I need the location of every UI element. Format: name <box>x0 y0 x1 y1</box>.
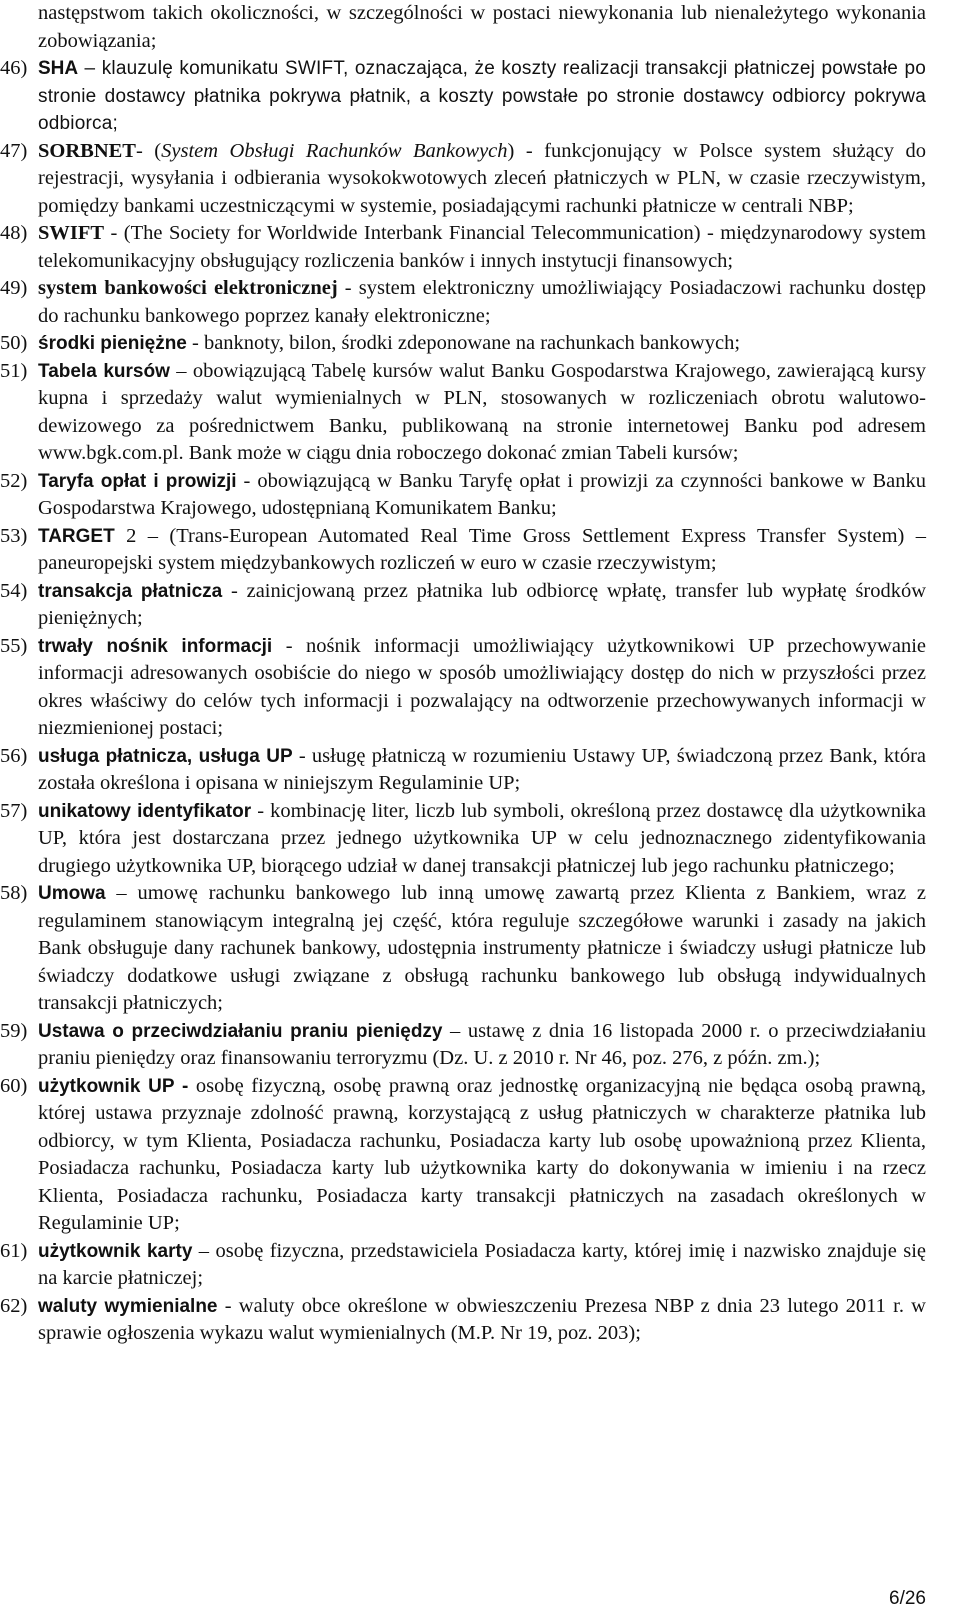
defined-term: transakcja płatnicza <box>38 580 223 602</box>
defined-term: Ustawa o przeciwdziałaniu praniu pieniędzy <box>38 1020 443 1042</box>
definition-item-51 <box>0 358 926 468</box>
definition-text: - waluty obce określone w obwieszczeniu Prezesa NBP z dnia 23 lutego 2011 r. w sprawie ogłoszenia wykazu walut wymienialnych (M.P. Nr 19, poz. 203); <box>38 1294 926 1344</box>
definition-text: 2 – (Trans-European Automated Real Time Gross Settlement Express Transfer System) – paneuropejski system międzybankowych rozliczeń w euro w czasie rzeczywistym; <box>38 524 926 574</box>
definition-text: - banknoty, bilon, środki zdeponowane na rachunkach bankowych; <box>186 332 741 354</box>
definition-text: - nośnik informacji umożliwiający użytkownikowi UP przechowywanie informacji adresowanych osobiście do niego w sposób umożliwiający dostęp do nich w przyszłości przez okres właściwy do celów tych informacji i pozwalający na odtworzenie przechowywanych informacji w niezmienionej postaci; <box>38 634 926 739</box>
item-number: 54) <box>0 579 28 602</box>
item-number: 47) <box>0 139 28 162</box>
definition-italic-text: System Obsługi Rachunków Bankowych <box>161 139 508 162</box>
definition-text: – osobę fizyczna, przedstawiciela Posiadacza karty, której imię i nazwisko znajduje się na karcie płatniczej; <box>38 1239 926 1289</box>
definition-item-62 <box>0 1293 926 1348</box>
definition-text: - obowiązującą w Banku Taryfę opłat i prowizji za czynności bankowe w Banku Gospodarstwa Krajowego, udostępnianą Komunikatem Banku; <box>38 469 926 519</box>
defined-term: Tabela kursów <box>38 360 170 382</box>
item-number: 58) <box>0 882 28 904</box>
definition-text: - kombinację liter, liczb lub symboli, określoną przez dostawcę dla użytkownika UP, która jest dostarczana przez jednego użytkownika UP w celu jednoznacznego zidentyfikowania drugiego użytkownika UP, biorącego udział w danej transakcji płatniczej lub jego rachunku płatniczego; <box>38 799 926 877</box>
definition-text: - system elektroniczny umożliwiający Posiadaczowi rachunku dostęp do rachunku bankowego poprzez kanały elektroniczne; <box>38 277 926 327</box>
defined-term: środki pieniężne <box>38 333 187 354</box>
item-number: 60) <box>0 1074 28 1097</box>
definition-item-58 <box>0 880 926 1018</box>
defined-term: SHA <box>38 58 79 79</box>
item-number: 51) <box>0 359 28 382</box>
item-number: 62) <box>0 1294 28 1317</box>
defined-term: TARGET <box>38 525 115 547</box>
defined-term: usługa płatnicza, usługa UP <box>38 745 293 767</box>
definition-item-56 <box>0 743 926 798</box>
definition-text: - usługę płatniczą w rozumieniu Ustawy UP, świadczoną przez Bank, która została określona i opisana w niniejszym Regulaminie UP; <box>38 744 926 794</box>
defined-term: trwały nośnik informacji <box>38 635 273 657</box>
defined-term: system bankowości elektronicznej <box>38 277 338 299</box>
definition-item-61 <box>0 1238 926 1293</box>
definition-item-60 <box>0 1073 926 1238</box>
defined-term: użytkownik UP - <box>38 1075 189 1097</box>
definition-item-59 <box>0 1018 926 1073</box>
continuation-text: następstwom takich okoliczności, w szczególności w postaci niewykonania lub nienależytego wykonania zobowiązania; <box>38 2 926 52</box>
definition-text: – umowę rachunku bankowego lub inną umowę zawartą przez Klienta z Bankiem, wraz z regulaminem stanowiącym integralną jej część, która reguluje szczegółowe warunki i zasady na jakich Bank obsługuje dany rachunek bankowy, udostępnia instrumenty płatnicze i świadczy usługi płatnicze lub świadczy dodatkowe usługi związane z obsługą rachunku bankowego lub obsługą indywidualnych transakcji płatniczych; <box>38 882 926 1014</box>
page-number: 6/26 <box>889 1587 926 1609</box>
definition-text: ) - funkcjonujący w Polsce system służący do rejestracji, wysyłania i odbierania wysokokwotowych zleceń płatniczych w PLN, w czasie rzeczywistym, pomiędzy bankami uczestniczącymi w systemie, posiadającymi rachunki płatnicze w centrali NBP; <box>38 139 927 217</box>
defined-term: Taryfa opłat i prowizji <box>38 470 237 492</box>
item-number: 52) <box>0 469 28 492</box>
definition-item-46 <box>0 55 926 138</box>
defined-term: waluty wymienialne <box>38 1295 218 1317</box>
definition-text: – ustawę z dnia 16 listopada 2000 r. o przeciwdziałaniu praniu pieniędzy oraz finansowaniu terroryzmu (Dz. U. z 2010 r. Nr 46, poz. 276, z późn. zm.); <box>38 1019 926 1069</box>
definition-item-52 <box>0 468 926 523</box>
item-number: 59) <box>0 1019 28 1042</box>
defined-term: unikatowy identyfikator <box>38 800 252 822</box>
definition-text-prefix: - ( <box>135 139 162 162</box>
definition-text: - (The Society for Worldwide Interbank Financial Telecommunication) - międzynarodowy system telekomunikacyjny obsługujący rozliczenia banków i innych instytucji finansowych; <box>38 222 926 272</box>
item-number: 48) <box>0 222 28 244</box>
item-number: 46) <box>0 57 28 79</box>
definition-item-57 <box>0 798 926 881</box>
item-number: 56) <box>0 744 28 767</box>
item-number: 53) <box>0 524 28 547</box>
item-number: 57) <box>0 799 28 822</box>
definition-text: – obowiązującą Tabelę kursów walut Banku Gospodarstwa Krajowego, zawierającą kursy kupna i sprzedaży walut wymienialnych w PLN, stosowanych w rozliczeniach obrotu walutowo-dewizowego za pośrednictwem Banku, publikowaną na stronie internetowej Banku pod adresem www.bgk.com.pl. Bank może w ciągu dnia roboczego dokonać zmian Tabeli kursów; <box>38 359 926 464</box>
item-number: 50) <box>0 332 28 354</box>
item-number: 61) <box>0 1239 28 1262</box>
definition-item-47 <box>0 138 926 221</box>
definition-text: - zainicjowaną przez płatnika lub odbiorcę wpłatę, transfer lub wypłatę środków pieniężnych; <box>38 579 926 629</box>
item-number: 49) <box>0 277 28 299</box>
definition-item-49 <box>0 275 926 330</box>
definition-item-53 <box>0 523 926 578</box>
definition-item-48 <box>0 220 926 275</box>
defined-term: Umowa <box>38 883 106 904</box>
item-number: 55) <box>0 634 28 657</box>
defined-term: SWIFT <box>38 222 105 244</box>
defined-term: SORBNET <box>38 139 136 162</box>
definition-item-54 <box>0 578 926 633</box>
defined-term: użytkownik karty <box>38 1240 193 1262</box>
definition-text: – klauzulę komunikatu SWIFT, oznaczająca, że koszty realizacji transakcji płatniczej powstałe po stronie dostawcy płatnika pokrywa płatnik, a koszty powstałe po stronie dostawcy odbiorcy pokrywa odbiorca; <box>38 58 926 134</box>
definition-item-50 <box>0 330 926 358</box>
definition-item-55 <box>0 633 926 743</box>
definition-text: osobę fizyczną, osobę prawną oraz jednostkę organizacyjną nie będąca osobą prawną, której ustawa przyznaje zdolność prawną, korzystającą z usług płatniczych w charakterze płatnika lub odbiorcy, w tym Klienta, Posiadacza rachunku, Posiadacza karty lub osobę upoważnioną przez Klienta, Posiadacza rachunku, Posiadacza karty lub użytkownika karty do dokonywania w imieniu i na rzecz Klienta, Posiadacza rachunku, Posiadacza karty transakcji płatniczych na zasadach określonych w Regulaminie UP; <box>38 1074 926 1234</box>
